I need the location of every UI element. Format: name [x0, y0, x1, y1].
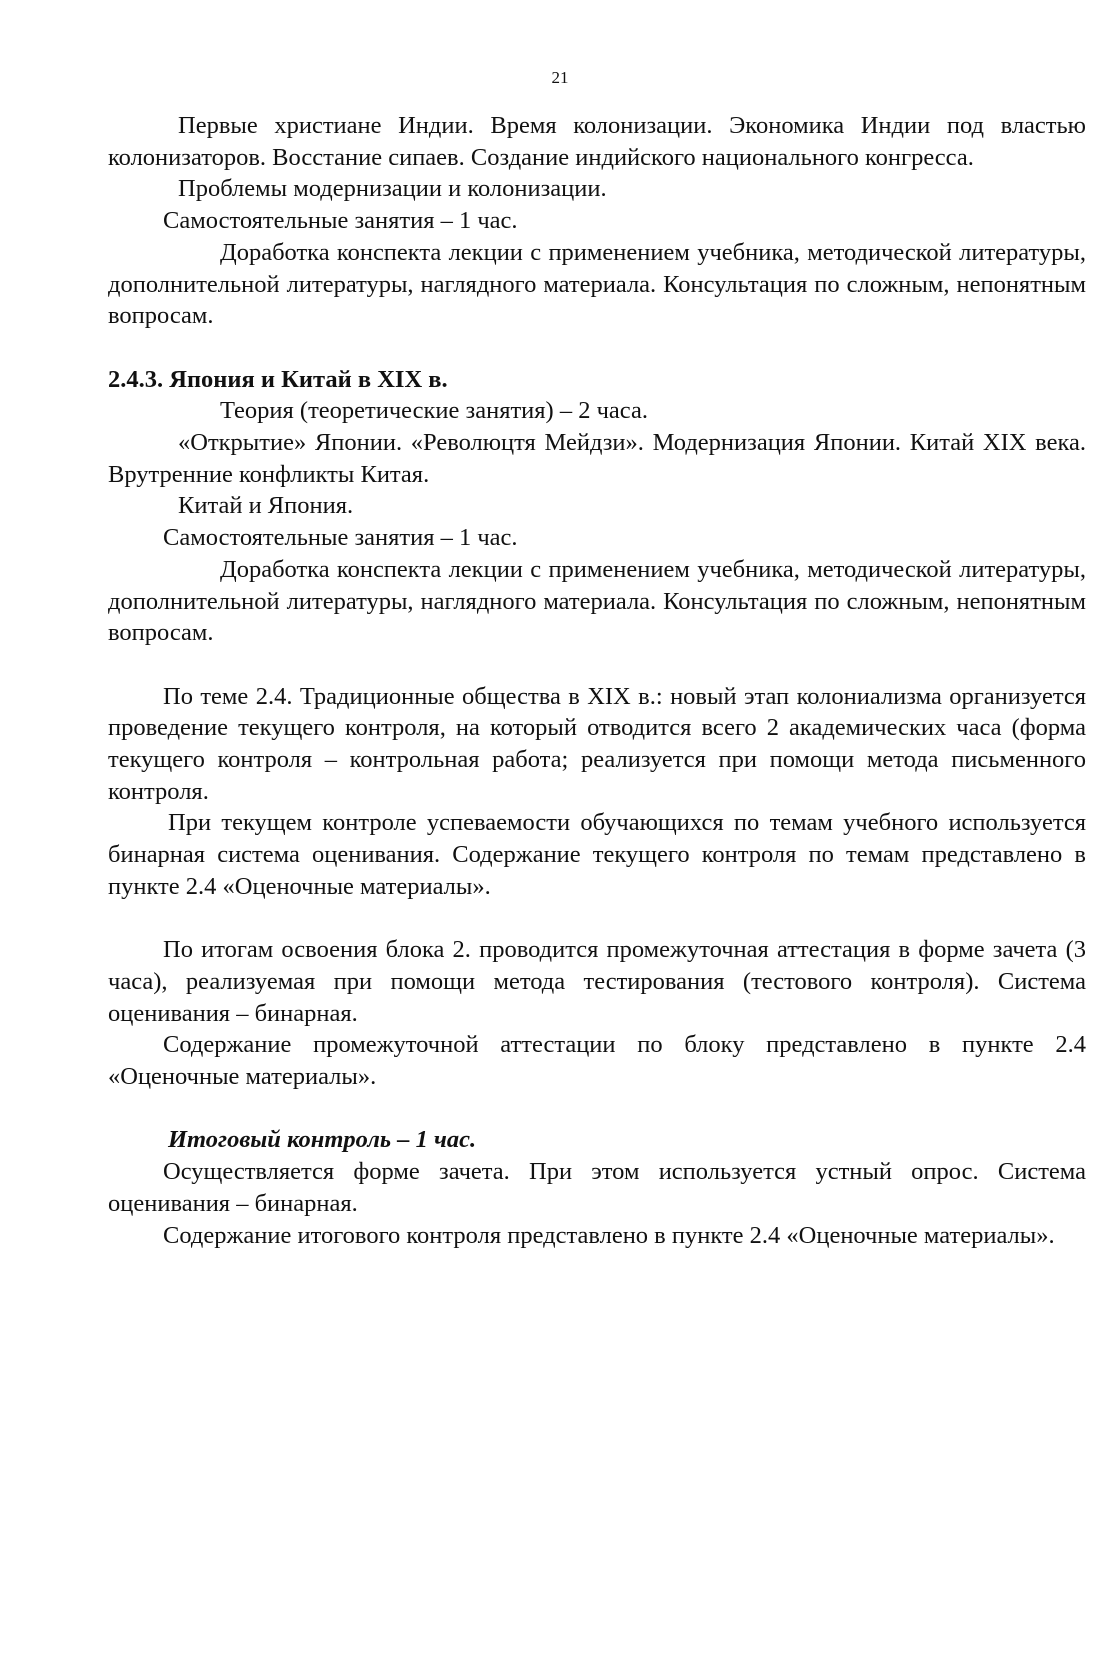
paragraph-self-study-description: Доработка конспекта лекции с применением учебника, методической литературы, дополнительной литературы, наглядного материала. Консультация по сложным, непонятным вопросам. — [108, 555, 1086, 647]
spacer — [108, 332, 1086, 364]
paragraph-grading-system: При текущем контроле успеваемости обучающихся по темам учебного используется бинарная система оценивания. Содержание текущего контроля по темам представлено в пункте 2.4 «Оценочные материалы». — [108, 809, 1086, 900]
paragraph-modernization-problems: Проблемы модернизации и колонизации. — [178, 175, 607, 203]
paragraph-intermediate-attestation: По итогам освоения блока 2. проводится промежуточная аттестация в форме зачета (3 часа), реализуемая при помощи метода тестирования (тестового контроля). Система оценивания – бинарная. — [108, 936, 1086, 1027]
paragraph-current-control: По теме 2.4. Традиционные общества в XIX в.: новый этап колониализма организуется проведение текущего контроля, на который отводится всего 2 академических часа (форма текущего контроля – контрольная работа; реализуется при помощи метода письменного контроля. — [108, 682, 1086, 805]
paragraph-japan-china-topics: «Открытие» Японии. «Революцтя Мейдзи». Модернизация Японии. Китай XIX века. Врутренние конфликты Китая. — [108, 429, 1086, 488]
paragraph-attestation-content: Содержание промежуточной аттестации по блоку представлено в пункте 2.4 «Оценочные материалы». — [108, 1031, 1086, 1091]
spacer — [108, 649, 1086, 681]
page-body — [108, 110, 1086, 1251]
paragraph-self-study-hours: Самостоятельные занятия – 1 час. — [163, 524, 518, 552]
paragraph-self-study-hours: Самостоятельные занятия – 1 час. — [163, 207, 518, 235]
paragraph-final-control-form: Осуществляется форме зачета. При этом используется устный опрос. Система оценивания – бинарная. — [108, 1158, 1086, 1217]
paragraph-final-control-content: Содержание итогового контроля представлено в пункте 2.4 «Оценочные материалы». — [163, 1221, 1055, 1249]
spacer — [108, 1093, 1086, 1125]
section-heading-japan-china: 2.4.3. Япония и Китай в XIX в. — [108, 365, 448, 393]
paragraph-china-japan: Китай и Япония. — [178, 492, 354, 520]
paragraph-self-study-description: Доработка конспекта лекции с применением учебника, методической литературы, дополнительной литературы, наглядного материала. Консультация по сложным, непонятным вопросам. — [108, 238, 1086, 330]
paragraph-india-colonization: Первые христиане Индии. Время колонизации. Экономика Индии под властью колонизаторов. Восстание сипаев. Создание индийского национального конгресса. — [108, 112, 1086, 171]
paragraph-theory-hours: Теория (теоретические занятия) – 2 часа. — [220, 397, 648, 425]
section-heading-final-control: Итоговый контроль – 1 час. — [168, 1126, 477, 1154]
page-number: 21 — [551, 68, 569, 87]
spacer — [108, 903, 1086, 935]
